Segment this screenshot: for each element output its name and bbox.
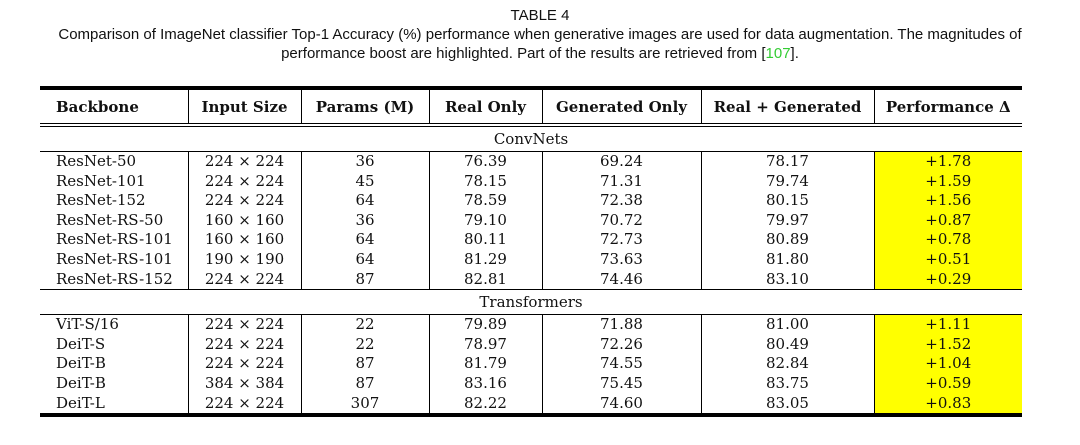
cell-real-only: 82.22 <box>429 394 542 414</box>
cell-performance-delta: +1.11 <box>874 315 1022 335</box>
table-row <box>40 315 1022 335</box>
cell-performance-delta: +0.51 <box>874 250 1022 270</box>
cell-real-generated: 80.89 <box>701 230 874 250</box>
cell-params: 64 <box>301 191 429 211</box>
cell-generated-only: 71.31 <box>542 172 701 192</box>
cell-real-only: 78.15 <box>429 172 542 192</box>
cell-real-only: 78.59 <box>429 191 542 211</box>
cell-backbone: DeiT-B <box>40 354 188 374</box>
cell-params: 64 <box>301 230 429 250</box>
cell-real-generated: 79.97 <box>701 211 874 231</box>
cell-input-size: 160 × 160 <box>188 211 301 231</box>
cell-real-only: 79.10 <box>429 211 542 231</box>
cell-params: 45 <box>301 172 429 192</box>
section-table-transformers <box>40 315 1022 413</box>
cell-backbone: ResNet-RS-101 <box>40 250 188 270</box>
table-row <box>40 191 1022 211</box>
cell-input-size: 224 × 224 <box>188 354 301 374</box>
cell-backbone: DeiT-S <box>40 335 188 355</box>
section-table-convnets <box>40 152 1022 289</box>
table-row <box>40 270 1022 290</box>
cell-performance-delta: +0.78 <box>874 230 1022 250</box>
cell-performance-delta: +1.56 <box>874 191 1022 211</box>
table-row <box>40 354 1022 374</box>
cell-generated-only: 74.55 <box>542 354 701 374</box>
cell-input-size: 224 × 224 <box>188 315 301 335</box>
cell-input-size: 224 × 224 <box>188 394 301 414</box>
cell-backbone: ResNet-101 <box>40 172 188 192</box>
header-real-generated: Real + Generated <box>701 90 874 123</box>
cell-params: 64 <box>301 250 429 270</box>
cell-real-generated: 83.05 <box>701 394 874 414</box>
cell-real-only: 81.79 <box>429 354 542 374</box>
cell-backbone: ResNet-152 <box>40 191 188 211</box>
results-table <box>40 86 1022 417</box>
cell-performance-delta: +0.29 <box>874 270 1022 290</box>
section-title-convnets: ConvNets <box>493 130 569 148</box>
cell-params: 36 <box>301 211 429 231</box>
header-row <box>40 90 1022 123</box>
cell-real-generated: 81.00 <box>701 315 874 335</box>
table-label: TABLE 4 <box>510 7 570 24</box>
header-input-size: Input Size <box>188 90 301 123</box>
cell-params: 22 <box>301 335 429 355</box>
cell-backbone: ResNet-RS-50 <box>40 211 188 231</box>
header-real-only: Real Only <box>429 90 542 123</box>
header-performance-delta: Performance Δ <box>885 97 1011 116</box>
table-caption <box>0 6 1080 63</box>
header-params: Params (M) <box>301 90 429 123</box>
cell-generated-only: 72.38 <box>542 191 701 211</box>
cell-generated-only: 71.88 <box>542 315 701 335</box>
cell-real-only: 81.29 <box>429 250 542 270</box>
cell-generated-only: 74.60 <box>542 394 701 414</box>
cell-real-only: 82.81 <box>429 270 542 290</box>
cell-generated-only: 72.73 <box>542 230 701 250</box>
cell-input-size: 224 × 224 <box>188 152 301 172</box>
cell-real-generated: 81.80 <box>701 250 874 270</box>
table-row <box>40 250 1022 270</box>
cell-performance-delta: +0.87 <box>874 211 1022 231</box>
cell-real-only: 79.89 <box>429 315 542 335</box>
cell-input-size: 190 × 190 <box>188 250 301 270</box>
cell-params: 87 <box>301 270 429 290</box>
cell-input-size: 224 × 224 <box>188 172 301 192</box>
cell-real-only: 78.97 <box>429 335 542 355</box>
cell-params: 87 <box>301 354 429 374</box>
table-row <box>40 152 1022 172</box>
cell-performance-delta: +1.59 <box>874 172 1022 192</box>
cell-real-generated: 82.84 <box>701 354 874 374</box>
cell-real-generated: 80.15 <box>701 191 874 211</box>
cell-real-only: 76.39 <box>429 152 542 172</box>
header-backbone: Backbone <box>40 90 188 123</box>
cell-performance-delta: +1.04 <box>874 354 1022 374</box>
table-row <box>40 172 1022 192</box>
cell-generated-only: 70.72 <box>542 211 701 231</box>
table-row <box>40 374 1022 394</box>
cell-params: 307 <box>301 394 429 414</box>
cell-performance-delta: +1.52 <box>874 335 1022 355</box>
cell-performance-delta: +0.59 <box>874 374 1022 394</box>
cell-backbone: ViT-S/16 <box>40 315 188 335</box>
table-row <box>40 230 1022 250</box>
cell-backbone: DeiT-B <box>40 374 188 394</box>
cell-real-generated: 83.75 <box>701 374 874 394</box>
cell-real-generated: 80.49 <box>701 335 874 355</box>
cell-params: 36 <box>301 152 429 172</box>
citation-link[interactable]: 107 <box>765 45 791 62</box>
section-title-transformers: Transformers <box>479 293 583 312</box>
caption-text-end: ]. <box>790 45 799 62</box>
cell-generated-only: 69.24 <box>542 152 701 172</box>
table-row <box>40 335 1022 355</box>
cell-input-size: 160 × 160 <box>188 230 301 250</box>
cell-backbone: ResNet-RS-101 <box>40 230 188 250</box>
cell-backbone: ResNet-RS-152 <box>40 270 188 290</box>
cell-real-generated: 78.17 <box>701 152 874 172</box>
cell-generated-only: 73.63 <box>542 250 701 270</box>
cell-performance-delta: +0.83 <box>874 394 1022 414</box>
cell-real-generated: 83.10 <box>701 270 874 290</box>
cell-generated-only: 74.46 <box>542 270 701 290</box>
cell-input-size: 224 × 224 <box>188 270 301 290</box>
cell-backbone: DeiT-L <box>40 394 188 414</box>
cell-input-size: 224 × 224 <box>188 335 301 355</box>
table-row <box>40 211 1022 231</box>
cell-real-only: 80.11 <box>429 230 542 250</box>
cell-input-size: 224 × 224 <box>188 191 301 211</box>
bottom-rule <box>40 413 1022 417</box>
caption-text <box>0 25 1080 63</box>
header-generated-only: Generated Only <box>542 90 701 123</box>
cell-generated-only: 72.26 <box>542 335 701 355</box>
cell-performance-delta: +1.78 <box>874 152 1022 172</box>
header-table <box>40 90 1022 123</box>
cell-backbone: ResNet-50 <box>40 152 188 172</box>
cell-generated-only: 75.45 <box>542 374 701 394</box>
cell-real-generated: 79.74 <box>701 172 874 192</box>
caption-text-main: Comparison of ImageNet classifier Top-1 Accuracy (%) performance when generative images are used for data augmentation. The magnitudes of performance boost are highlighted. Part of the results are retrieved from [ <box>58 26 1022 62</box>
cell-input-size: 384 × 384 <box>188 374 301 394</box>
table-row <box>40 394 1022 414</box>
cell-real-only: 83.16 <box>429 374 542 394</box>
cell-params: 22 <box>301 315 429 335</box>
cell-params: 87 <box>301 374 429 394</box>
